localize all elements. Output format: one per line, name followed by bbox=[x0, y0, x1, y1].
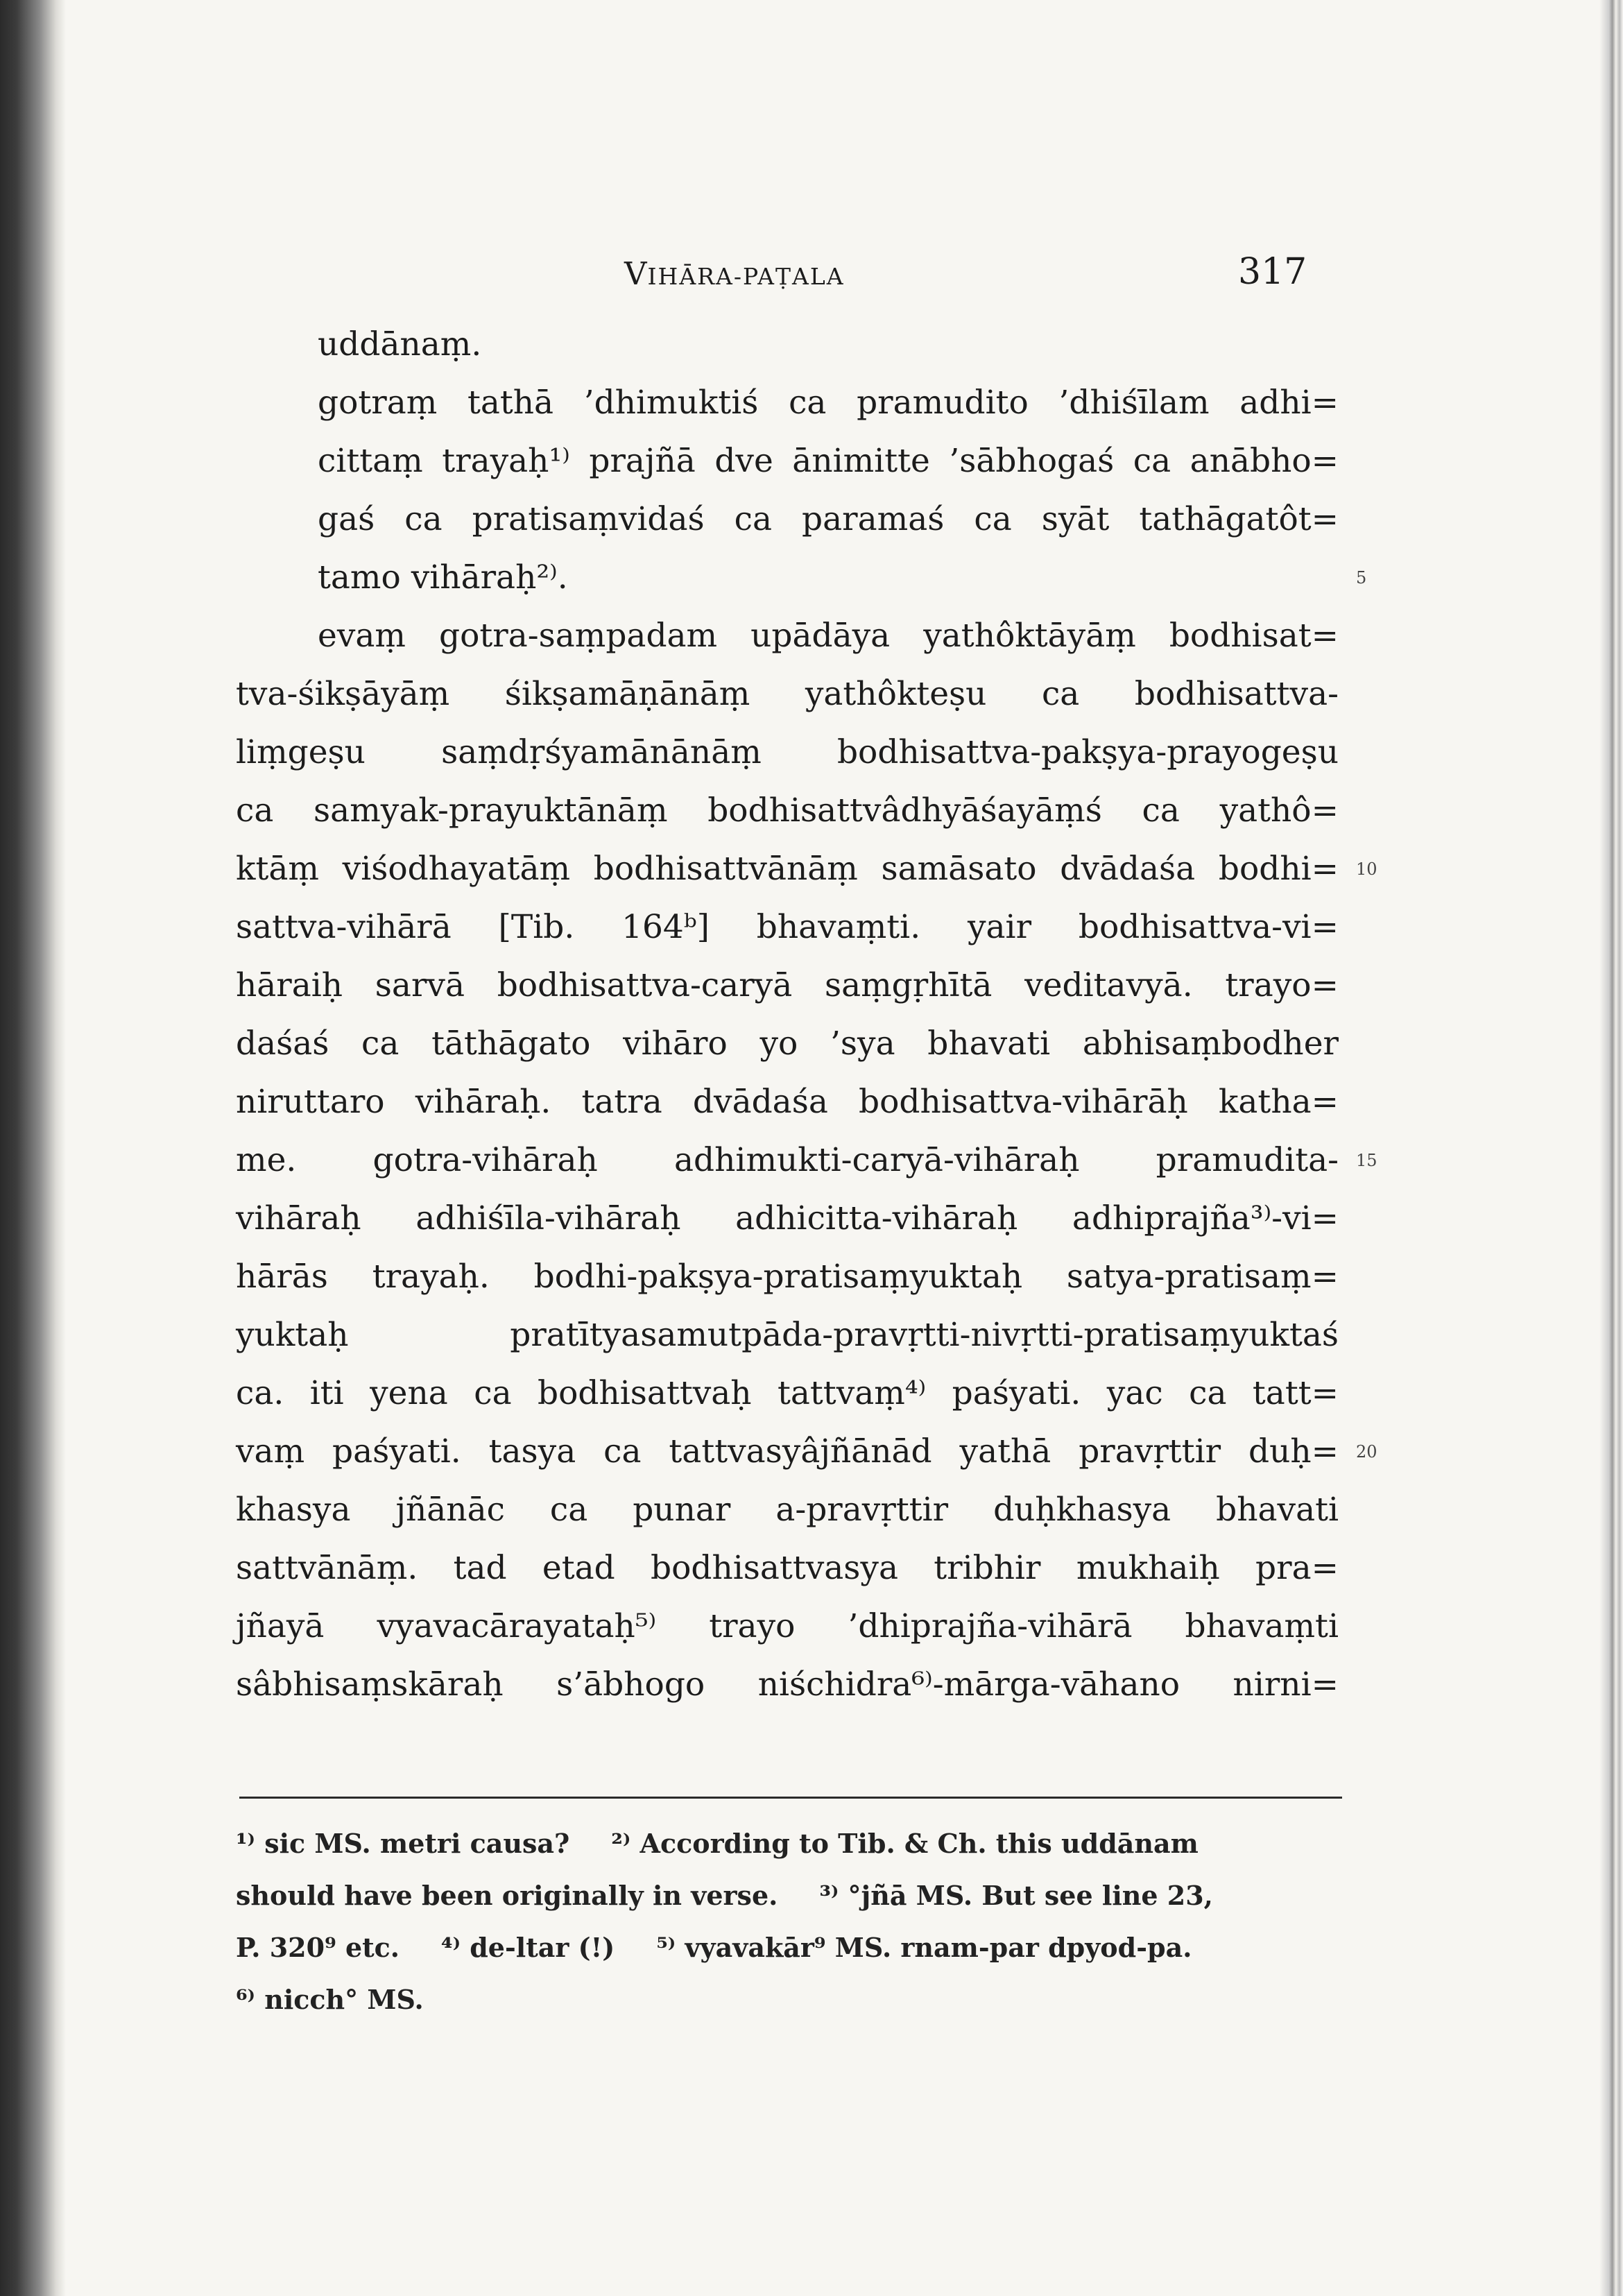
text-line bbox=[236, 374, 1339, 432]
text-line-content: ca samyak-prayuktānāṃ bodhisattvâdhyāśayāṃś ca yathô= bbox=[236, 791, 1339, 830]
text-line bbox=[236, 665, 1339, 723]
text-line bbox=[236, 782, 1339, 840]
margin-line-number: 15 bbox=[1356, 1151, 1377, 1170]
margin-line-number: 20 bbox=[1356, 1442, 1377, 1462]
page-number: 317 bbox=[1238, 251, 1307, 293]
footnote-entry: P. 320⁹ etc. bbox=[236, 1932, 400, 1963]
footnote-line bbox=[236, 1869, 1346, 1921]
text-line-content: khasya jñānāc ca punar a-pravṛttir duḥkhasya bhavati bbox=[236, 1491, 1339, 1529]
binding-gutter-shadow bbox=[0, 0, 66, 2296]
footnote-entry: ⁵⁾ vyavakār⁹ MS. rnam-par dpyod-pa. bbox=[656, 1932, 1192, 1963]
text-line bbox=[236, 898, 1339, 957]
text-line-content: gotraṃ tathā ’dhimuktiś ca pramudito ’dhiśīlam adhi= bbox=[318, 384, 1339, 422]
text-line-content: cittaṃ trayaḥ¹⁾ prajñā dve ānimitte ’sābhogaś ca anābho= bbox=[318, 442, 1339, 480]
running-header bbox=[624, 255, 845, 292]
text-line-content: sâbhisaṃskāraḥ s’ābhogo niśchidra⁶⁾-mārga-vāhano nirni= bbox=[236, 1665, 1339, 1704]
text-line-content: tva-śikṣāyāṃ śikṣamāṇānāṃ yathôkteṣu ca bodhisattva- bbox=[236, 675, 1339, 713]
text-line bbox=[236, 1539, 1339, 1597]
text-line-content: evaṃ gotra-saṃpadam upādāya yathôktāyāṃ bodhisat= bbox=[318, 617, 1339, 655]
text-line bbox=[236, 1306, 1339, 1364]
text-line-content: jñayā vyavacārayataḥ⁵⁾ trayo ’dhiprajña-vihārā bhavaṃti bbox=[236, 1607, 1339, 1645]
text-line bbox=[236, 957, 1339, 1015]
footnote-entry: ²⁾ According to Tib. & Ch. this uddānam bbox=[611, 1828, 1199, 1859]
text-line bbox=[236, 316, 1339, 374]
footnote-entry: should have been originally in verse. bbox=[236, 1880, 778, 1911]
text-line bbox=[236, 1481, 1339, 1539]
text-line-content: yuktaḥ pratītyasamutpāda-pravṛtti-nivṛtti-pratisaṃyuktaś bbox=[236, 1316, 1339, 1354]
text-line-content: sattva-vihārā [Tib. 164ᵇ] bhavaṃti. yair bodhisattva-vi= bbox=[236, 908, 1339, 946]
text-line-content: gaś ca pratisaṃvidaś ca paramaś ca syāt tathāgatôt= bbox=[318, 500, 1339, 538]
text-line bbox=[236, 840, 1377, 898]
text-line-content: vihāraḥ adhiśīla-vihāraḥ adhicitta-vihāraḥ adhiprajña³⁾-vi= bbox=[236, 1199, 1339, 1237]
text-line bbox=[236, 549, 1367, 607]
footnote-line bbox=[236, 1817, 1346, 1869]
text-line-content: ca. iti yena ca bodhisattvaḥ tattvaṃ⁴⁾ paśyati. yac ca tatt= bbox=[236, 1374, 1339, 1412]
margin-line-number: 5 bbox=[1356, 568, 1367, 588]
text-line-content: liṃgeṣu saṃdṛśyamānānāṃ bodhisattva-pakṣya-prayogeṣu bbox=[236, 733, 1339, 771]
text-line-content: daśaś ca tāthāgato vihāro yo ’sya bhavati abhisaṃbodher bbox=[236, 1025, 1339, 1063]
page-edge-shadow bbox=[1599, 0, 1623, 2296]
running-header-initial: V bbox=[624, 255, 648, 292]
text-line bbox=[236, 723, 1339, 782]
text-line-content: tamo vihāraḥ²⁾. bbox=[318, 558, 568, 597]
text-line-content: ktāṃ viśodhayatāṃ bodhisattvānāṃ samāsato dvādaśa bodhi= bbox=[236, 850, 1339, 888]
footnote-entry: ¹⁾ sic MS. metri causa? bbox=[236, 1828, 570, 1859]
footnote-line bbox=[236, 1921, 1346, 1973]
text-line-content: hārās trayaḥ. bodhi-pakṣya-pratisaṃyuktaḥ satya-pratisaṃ= bbox=[236, 1258, 1339, 1296]
text-line-content: hāraiḥ sarvā bodhisattva-caryā saṃgṛhītā veditavyā. trayo= bbox=[236, 966, 1339, 1004]
text-line bbox=[236, 1364, 1339, 1423]
footnote-divider bbox=[239, 1797, 1342, 1799]
footnote-entry: ⁶⁾ nicch° MS. bbox=[236, 1984, 424, 2015]
footnote-entry: ³⁾ °jñā MS. But see line 23, bbox=[819, 1880, 1213, 1911]
running-header-rest: IHĀRA-PAṬALA bbox=[647, 263, 845, 290]
text-line bbox=[236, 1656, 1339, 1714]
text-line bbox=[236, 432, 1339, 490]
text-line-content: sattvānāṃ. tad etad bodhisattvasya tribhir mukhaiḥ pra= bbox=[236, 1549, 1339, 1587]
text-line bbox=[236, 1131, 1377, 1190]
text-line bbox=[236, 1248, 1339, 1306]
text-line-content: me. gotra-vihāraḥ adhimukti-caryā-vihāraḥ pramudita- bbox=[236, 1141, 1339, 1179]
text-line-content: uddānaṃ. bbox=[318, 325, 482, 363]
text-line bbox=[236, 1190, 1339, 1248]
main-text-block bbox=[236, 316, 1377, 1714]
text-line bbox=[236, 490, 1339, 549]
text-line bbox=[236, 1597, 1339, 1656]
text-line bbox=[236, 607, 1339, 665]
text-line bbox=[236, 1015, 1339, 1073]
text-line-content: niruttaro vihāraḥ. tatra dvādaśa bodhisattva-vihārāḥ katha= bbox=[236, 1083, 1339, 1121]
text-line bbox=[236, 1423, 1377, 1481]
text-line-content: vaṃ paśyati. tasya ca tattvasyâjñānād yathā pravṛttir duḥ= bbox=[236, 1432, 1339, 1471]
margin-line-number: 10 bbox=[1356, 859, 1377, 879]
footnote-entry: ⁴⁾ de-ltar (!) bbox=[441, 1932, 615, 1963]
text-line bbox=[236, 1073, 1339, 1131]
footnotes-block bbox=[236, 1817, 1346, 2025]
footnote-line bbox=[236, 1973, 1346, 2025]
